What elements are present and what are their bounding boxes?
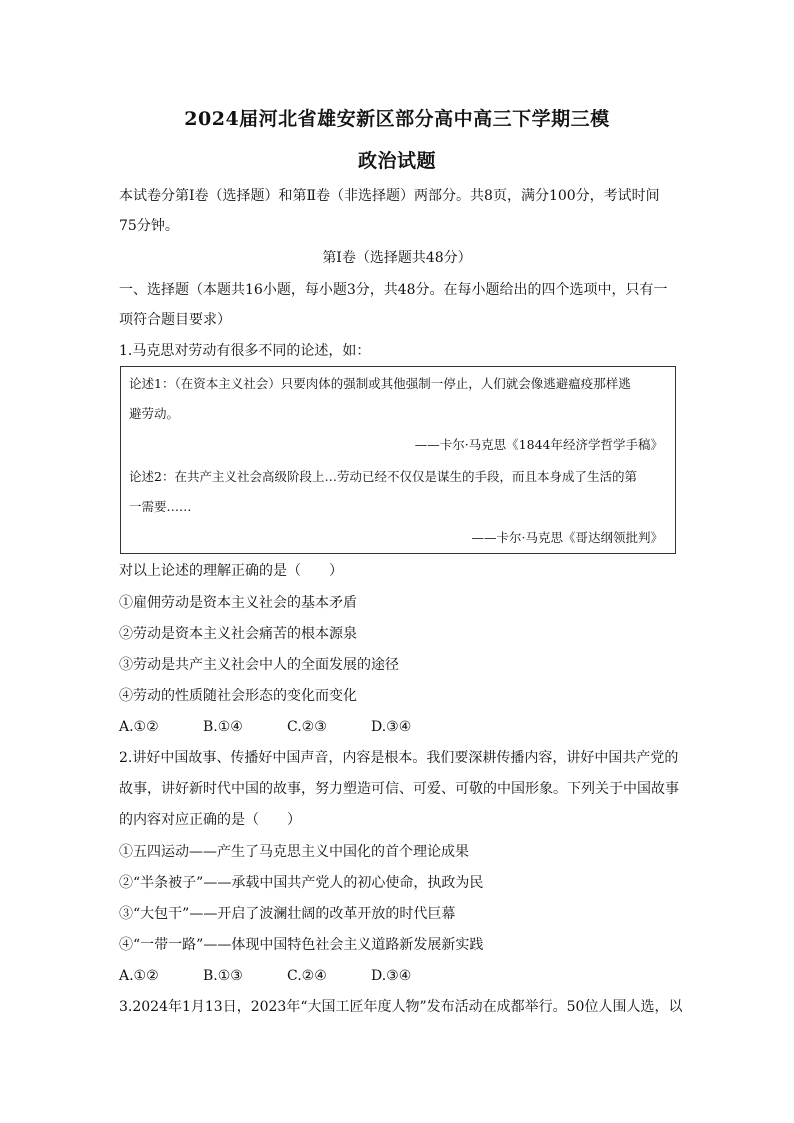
part-one-line-1: 一、选择题（本题共16小题，每小题3分，共48分。在每小题给出的四个选项中，只有一 [119,282,668,298]
question-1-stem: 1.马克思对劳动有很多不同的论述，如： [119,343,371,359]
question-2-line-3: 的内容对应正确的是（ ） [119,812,301,828]
question-3-line-1: 3.2024年1月13日，2023年“大国工匠年度人物”发布活动在成都举行。50位人围人选，以 [119,999,683,1015]
q1-option-c[interactable]: C.②③ [287,719,327,735]
question-2-item-1: ①五四运动——产生了马克思主义中国化的首个理论成果 [119,844,469,860]
q2-option-c[interactable]: C.②④ [287,968,327,984]
intro-line-1: 本试卷分第Ⅰ卷（选择题）和第Ⅱ卷（非选择题）两部分。共8页，满分100分，考试时间 [119,188,660,204]
question-2-options [119,966,455,986]
question-1-item-4: ④劳动的性质随社会形态的变化而变化 [119,688,357,704]
q2-option-b[interactable]: B.①③ [203,968,243,984]
intro-line-2: 75分钟。 [119,218,179,234]
question-1-options [119,717,455,737]
part-one-line-2: 项符合题目要求） [119,312,231,328]
q1-option-b[interactable]: B.①④ [203,719,243,735]
q1-option-a[interactable]: A.①② [119,719,159,735]
quote-2-line-1: 论述2：在共产主义社会高级阶段上…劳动已经不仅仅是谋生的手段，而且本身成了生活的第 [129,469,637,484]
question-2-item-4: ④“一带一路”——体现中国特色社会主义道路新发展新实践 [119,937,484,953]
question-1-item-1: ①雇佣劳动是资本主义社会的基本矛盾 [119,595,357,611]
quote-2-source: ——卡尔·马克思《哥达纲领批判》 [471,530,663,545]
document-title: 2024届河北省雄安新区部分高中高三下学期三模 [184,108,610,130]
quote-1-line-2: 避劳动。 [129,406,180,421]
q1-option-d[interactable]: D.③④ [371,719,412,735]
document-subtitle: 政治试题 [357,150,436,172]
q2-option-a[interactable]: A.①② [119,968,159,984]
question-1-item-3: ③劳动是共产主义社会中人的全面发展的途径 [119,657,399,673]
question-1-prompt: 对以上论述的理解正确的是（ ） [119,563,343,579]
section-heading: 第Ⅰ卷（选择题共48分） [322,250,472,266]
quote-1-line-1: 论述1：（在资本主义社会）只要肉体的强制或其他强制一停止，人们就会像逃避瘟疫那样逃 [129,376,631,391]
quote-1-source: ——卡尔·马克思《1844年经济学哲学手稿》 [414,437,663,452]
quote-box [120,366,676,554]
question-2-item-2: ②“半条被子”——承载中国共产党人的初心使命，执政为民 [119,875,484,891]
question-2-line-1: 2.讲好中国故事、传播好中国声音，内容是根本。我们要深耕传播内容，讲好中国共产党的 [119,750,679,766]
question-1-item-2: ②劳动是资本主义社会痛苦的根本源泉 [119,626,357,642]
q2-option-d[interactable]: D.③④ [371,968,412,984]
question-2-item-3: ③“大包干”——开启了波澜壮阔的改革开放的时代巨幕 [119,906,456,922]
question-2-line-2: 故事，讲好新时代中国的故事，努力塑造可信、可爱、可敬的中国形象。下列关于中国故事 [119,781,679,797]
quote-2-line-2: 一需要…… [129,499,192,514]
